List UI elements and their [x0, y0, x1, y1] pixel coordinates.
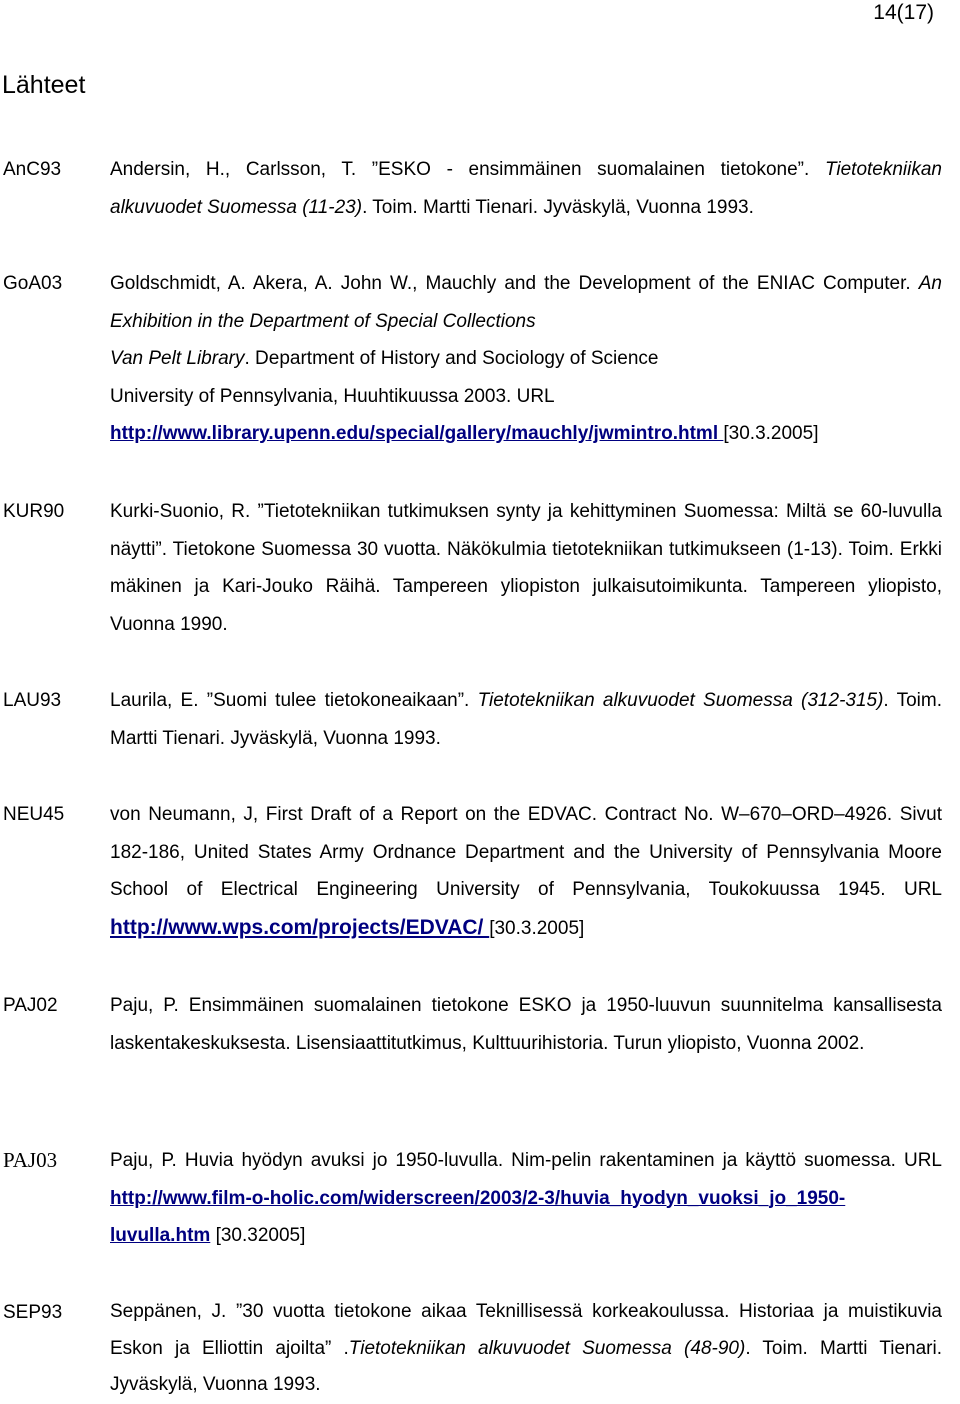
reference-url-link[interactable]: http://www.wps.com/projects/EDVAC/ [110, 915, 490, 939]
reference-key: KUR90 [3, 501, 65, 522]
reference-text [110, 796, 942, 947]
reference-text [110, 682, 942, 757]
reference-text-segment: [30.3.2005] [489, 917, 585, 939]
reference-text-segment: [30.3.2005] [723, 423, 819, 444]
reference-key: LAU93 [3, 690, 62, 711]
reference-text-segment: . Department of History and Sociology of Science [244, 348, 659, 369]
reference-text [110, 1142, 942, 1255]
reference-text-segment: Paju, P. Huvia hyödyn avuksi jo 1950-luvulla. Nim-pelin rakentaminen ja käyttö suomessa. URL [110, 1150, 942, 1171]
reference-key: SEP93 [3, 1302, 63, 1323]
reference-text [110, 151, 942, 226]
reference-text-segment: Paju, P. Ensimmäinen suomalainen tietokone ESKO ja 1950-luuvun suunnitelma kansallisesta laskentakeskuksesta. Lisensiaattitutkimus, Kulttuurihistoria. Turun yliopisto, Vuonna 2002. [110, 995, 942, 1054]
reference-text-segment: Laurila, E. ”Suomi tulee tietokoneaikaan”. [110, 690, 478, 711]
reference-text [110, 987, 942, 1062]
reference-text-segment: . Toim. Martti Tienari. Jyväskylä, Vuonna 1993. [110, 690, 942, 749]
reference-text-segment: University of Pennsylvania, Huuhtikuussa 2003. URL [110, 385, 555, 407]
reference-text-segment: von Neumann, J, First Draft of a Report on the EDVAC. Contract No. W–670–ORD–4926. Sivut 182-186, United States Army Ordnance Department and the University of Pennsylvania Moore School of Electrical Engineering University of Pennsylvania, Toukokuussa 1945. URL [110, 804, 942, 900]
reference-text-segment: Andersin, H., Carlsson, T. ”ESKO - ensimmäinen suomalainen tietokone”. [110, 159, 825, 180]
reference-key: NEU45 [3, 804, 65, 825]
reference-url-link[interactable]: http://www.film-o-holic.com/widerscreen/2003/2-3/huvia_hyodyn_vuoksi_jo_1950-luvulla.htm [110, 1187, 846, 1246]
reference-key: AnC93 [3, 159, 62, 180]
reference-italic-title: Tietotekniikan alkuvuodet Suomessa (312-315) [477, 690, 884, 711]
page-number: 14(17) [873, 1, 934, 24]
reference-url-link[interactable]: http://www.library.upenn.edu/special/gallery/mauchly/jwmintro.html [110, 423, 724, 444]
reference-text-segment: Seppänen, J. ”30 vuotta tietokone aikaa Teknillisessä korkeakoulussa. Historiaa ja muistikuvia Eskon ja Elliottin ajoilta” . [110, 1301, 942, 1359]
reference-text-segment: . Toim. Martti Tienari. Jyväskylä, Vuonna 1993. [362, 196, 754, 218]
reference-text-segment: Kurki-Suonio, R. ”Tietotekniikan tutkimuksen synty ja kehittyminen Suomessa: Miltä se 60-luvulla näytti”. Tietokone Suomessa 30 vuotta. Näkökulmia tietotekniikan tutkimukseen (1-13). Toim. Erkki mäkinen ja Kari-Jouko Räihä. Tampereen yliopiston julkaisutoimikunta. Tampereen yliopisto, Vuonna 1990. [110, 501, 942, 635]
page-title: Lähteet [2, 71, 86, 99]
reference-italic-title: Tietotekniikan alkuvuodet Suomessa (11-23) [110, 159, 942, 218]
reference-italic-title: An Exhibition in the Department of Special Collections [110, 273, 942, 332]
reference-text-segment: [30.32005] [210, 1225, 306, 1246]
reference-text-segment: Goldschmidt, A. Akera, A. John W., Mauchly and the Development of the ENIAC Computer. [110, 273, 919, 294]
reference-key: GoA03 [3, 273, 63, 294]
reference-text [110, 1294, 942, 1404]
reference-italic-title: Tietotekniikan alkuvuodet Suomessa (48-90) [348, 1337, 746, 1359]
reference-key: PAJ02 [3, 995, 58, 1016]
reference-text [110, 493, 942, 643]
reference-italic-title: Van Pelt Library [110, 348, 245, 369]
reference-text [110, 265, 942, 453]
reference-text-segment: . Toim. Martti Tienari. Jyväskylä, Vuonna 1993. [110, 1337, 942, 1395]
reference-key: PAJ03 [3, 1148, 58, 1172]
